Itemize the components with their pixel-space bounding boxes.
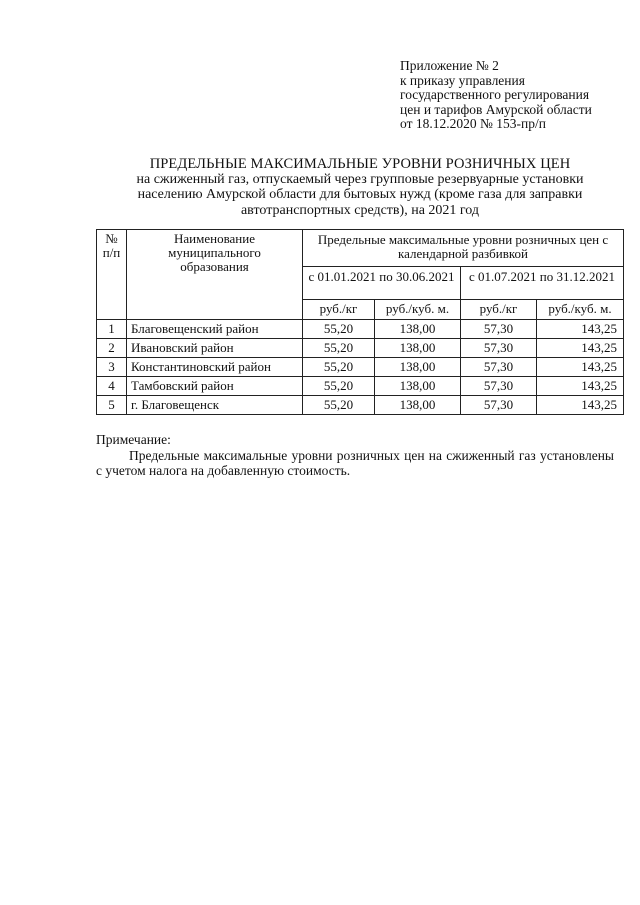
- header-unit-m3: руб./куб. м.: [375, 300, 461, 320]
- header-period-2: с 01.07.2021 по 31.12.2021: [461, 267, 624, 300]
- appendix-line: от 18.12.2020 № 153-пр/п: [400, 116, 546, 132]
- row-price-m3-h1: 138,00: [375, 339, 461, 358]
- row-number: 2: [97, 339, 127, 358]
- row-municipality: Константиновский район: [127, 358, 303, 377]
- row-price-m3-h1: 138,00: [375, 358, 461, 377]
- row-price-kg-h1: 55,20: [303, 358, 375, 377]
- row-price-m3-h2: 143,25: [537, 339, 624, 358]
- appendix-line: цен и тарифов Амурской области: [400, 101, 592, 117]
- row-price-m3-h2: 143,25: [537, 396, 624, 415]
- row-price-kg-h2: 57,30: [461, 358, 537, 377]
- header-municipality: Наименование муниципального образования: [127, 230, 303, 320]
- header-prices: Предельные максимальные уровни розничных цен с календарной разбивкой: [303, 230, 624, 267]
- table-row: [97, 377, 624, 396]
- row-number: 1: [97, 320, 127, 339]
- note-label: Примечание:: [96, 432, 171, 447]
- document-subtitle-line: населению Амурской области для бытовых нужд (кроме газа для заправки: [137, 187, 583, 202]
- row-price-kg-h1: 55,20: [303, 396, 375, 415]
- header-number: № п/п: [97, 230, 127, 320]
- table-row: [97, 396, 624, 415]
- appendix-line: государственного регулирования: [400, 87, 590, 103]
- row-price-kg-h1: 55,20: [303, 320, 375, 339]
- header-period-1: с 01.01.2021 по 30.06.2021: [303, 267, 461, 300]
- row-price-m3-h2: 143,25: [537, 377, 624, 396]
- row-number: 4: [97, 377, 127, 396]
- table-row: [97, 358, 624, 377]
- header-unit-kg: руб./кг: [303, 300, 375, 320]
- row-municipality: г. Благовещенск: [127, 396, 303, 415]
- row-price-m3-h2: 143,25: [537, 320, 624, 339]
- row-price-kg-h2: 57,30: [461, 377, 537, 396]
- row-price-m3-h1: 138,00: [375, 377, 461, 396]
- appendix-block: [400, 59, 630, 132]
- table-row: [97, 320, 624, 339]
- row-price-m3-h1: 138,00: [375, 320, 461, 339]
- row-municipality: Ивановский район: [127, 339, 303, 358]
- row-number: 5: [97, 396, 127, 415]
- row-municipality: Тамбовский район: [127, 377, 303, 396]
- row-price-kg-h2: 57,30: [461, 320, 537, 339]
- header-unit-m3: руб./куб. м.: [537, 300, 624, 320]
- document-subtitle-line: автотранспортных средств), на 2021 год: [240, 203, 480, 218]
- row-price-kg-h1: 55,20: [303, 339, 375, 358]
- row-price-kg-h2: 57,30: [461, 339, 537, 358]
- row-number: 3: [97, 358, 127, 377]
- row-municipality: Благовещенский район: [127, 320, 303, 339]
- document-subtitle-line: на сжиженный газ, отпускаемый через групповые резервуарные установки: [136, 172, 584, 187]
- appendix-line: к приказу управления: [400, 72, 525, 88]
- row-price-kg-h1: 55,20: [303, 377, 375, 396]
- header-unit-kg: руб./кг: [461, 300, 537, 320]
- note-text: Предельные максимальные уровни розничных цен на сжиженный газ установлены с учетом налога на добавленную стоимость.: [96, 448, 614, 478]
- row-price-m3-h1: 138,00: [375, 396, 461, 415]
- row-price-kg-h2: 57,30: [461, 396, 537, 415]
- document-title: ПРЕДЕЛЬНЫЕ МАКСИМАЛЬНЫЕ УРОВНИ РОЗНИЧНЫХ ЦЕН: [149, 156, 571, 172]
- row-price-m3-h2: 143,25: [537, 358, 624, 377]
- table-row: [97, 339, 624, 358]
- appendix-line: Приложение № 2: [400, 58, 499, 73]
- price-table: [96, 229, 624, 415]
